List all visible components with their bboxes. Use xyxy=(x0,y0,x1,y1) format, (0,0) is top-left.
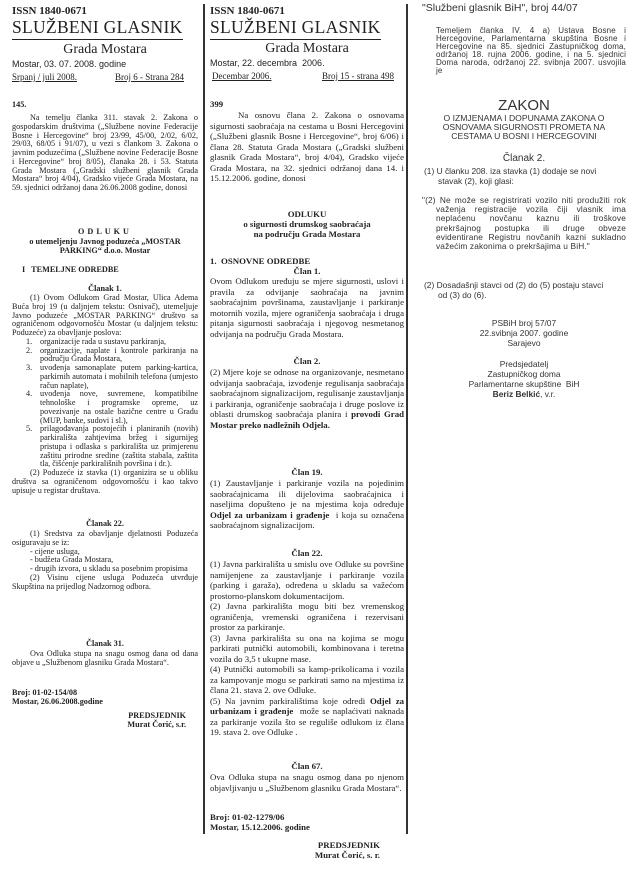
issue-number: Broj 15 - strana 498 xyxy=(322,71,394,81)
signature-name: Murat Čorić, s.r. xyxy=(127,720,186,729)
article-paragraph: Ovom Odlukom uređuju se mjere sigurnosti, uslovi i pravila za odvijanje saobraćaja na javnim saobraćajnim površinama, zaustavljanje i parkiranje motornih vozila, mjere ograničenja saobraćaja i druga pitanja sigurnosti saobraćaja i njegovog nesmetanog odvijanja na području Grada Mostara. xyxy=(210,276,404,339)
section-heading: I TEMELJNE ODREDBE xyxy=(22,265,119,274)
section-heading: 1. OSNOVNE ODREDBE xyxy=(210,256,311,266)
article-22 xyxy=(12,530,198,591)
article-1 xyxy=(12,294,198,495)
masthead: SLUŽBENI GLASNIK xyxy=(210,17,381,40)
act-number: 399 xyxy=(210,99,224,109)
article-paragraph: (2) Visinu cijene usluga Poduzeća utvrđuje Skupština na prijedlog Nadzornog odbora. xyxy=(12,572,198,591)
reference-place: Sarajevo xyxy=(507,338,541,348)
signature-role: Parlamentarne skupštine BiH xyxy=(468,379,580,389)
issue-line xyxy=(12,72,184,82)
article-heading: Član 2. xyxy=(293,356,321,366)
issn: ISSN 1840-0671 xyxy=(12,5,87,17)
list-item: - budžeta Grada Mostara, xyxy=(30,555,114,565)
reference-number: Broj: 01-02-154/08 xyxy=(12,688,78,697)
preamble: Na osnovu člana 2. Zakona o osnovama sigurnosti saobraćaja na cestama u Bosni Hercegovini („Službeni glasnik Bosne i Hercegovine“, broj 6/06) i člana 28. Statuta Grada Mostara („Gradski službeni glasnik Grada Mostara“, broj 4/04), Gradsko vijeće Grada Mostara, na 32. sjednici održanoj dana 14. i 15.12.2006. godine, donosi xyxy=(210,110,404,183)
article-paragraph: (1) U članku 208. iza stavka (1) dodaje se novi stavak (2), koji glasi: xyxy=(424,166,597,186)
preamble: Temeljem članka IV. 4 a) Ustava Bosne i Hercegovine, Parlamentarna skupština Bosne i Hercegovine na 85. sjednici Zastupničkog doma, održanoj 18. rujna 2006. godine, i na 5. sjednici Doma naroda, održanoj 22. svibnja 2007. usvojila je xyxy=(436,26,626,75)
article-paragraph: (1) Ovom Odlukom Grad Mostar, Ulica Adema Buća broj 19 (u daljnjem tekstu: Osnivač), utemeljuje Javno poduzeće „MOSTAR PARKING“ društvo sa ograničenom odgovornošću Mostar (u daljnjem tekstu: Poduzeće) za obavljanje poslova: xyxy=(12,293,198,337)
article-paragraph: (2) Mjere koje se odnose na organizovanje, nesmetano odvijanja saobraćaja, izvođenje regulisanja saobraćaja saobraćajnom signalizacijom, regulisanje zaustavljanja i parkiranja, ograničenje saobraćaja i druge poslove iz oblasti drumskog saobraćaja planira i provodi Grad Mostar preko nadležnih Odjela. xyxy=(210,367,404,430)
article-heading: Član 67. xyxy=(291,761,323,771)
issue-number: Broj 6 - Strana 284 xyxy=(115,72,184,82)
signature-block xyxy=(422,359,626,399)
issn: ISSN 1840-0671 xyxy=(210,5,285,17)
publication-date: Mostar, 03. 07. 2008. godine xyxy=(12,59,127,69)
masthead-city: Grada Mostara xyxy=(63,42,147,57)
act-number: 145. xyxy=(12,100,27,109)
column-divider xyxy=(203,4,205,834)
signature-name: Murat Čorić, s. r. xyxy=(314,850,380,860)
article-paragraph: Ova Odluka stupa na snagu osmog dana od dana objave u „Službenom glasniku Grada Mostara“. xyxy=(12,649,198,667)
reference-block xyxy=(422,318,626,348)
article-paragraph: (5) Na javnim parkiralištima koje odredi Odjel za urbanizam i građenje može se naplaćivati naknada za parkiranje vozila što se reguliše odlukom iz člana 19. stava 2. ove Odluke . xyxy=(210,695,407,737)
decision-subtitle: o sigurnosti drumskog saobraćaja xyxy=(243,219,371,229)
issue-month: Decembar 2006. xyxy=(212,71,272,81)
masthead-city: Grada Mostara xyxy=(265,41,349,56)
signature-title: PREDSJEDNIK xyxy=(317,840,380,850)
publication-date: Mostar, 22. decembra 2006. xyxy=(210,58,325,68)
decision-subtitle: na području Grada Mostara xyxy=(253,229,361,239)
reference-number: Broj: 01-02-1279/06 xyxy=(210,812,285,822)
article-paragraph: (2) Dosadašnji stavci od (2) do (5) postaju stavci od (3) do (6). xyxy=(424,280,604,300)
list-item: 1. organizacije rada u sustavu parkiranja, xyxy=(26,336,167,346)
article-paragraph: (2) Poduzeće iz stavka (1) organizira se u obliku društva sa ograničenom odgovornošću i kao takvo upisuje u registar društava. xyxy=(12,468,198,495)
law-title: ZAKON xyxy=(498,97,550,114)
list-item: 4. uvođenja nove, suvremene, kompatibilne tehnološke i programske opreme, uz povezivanje na ostale bazične centre u Gradu (MUP, banke, sudovi i sl.), xyxy=(26,389,198,425)
article-heading: Član 19. xyxy=(291,467,323,477)
list-item: - cijene usluga, xyxy=(30,546,80,556)
article-heading: Članak 31. xyxy=(86,639,124,648)
article-heading: Članak 22. xyxy=(86,519,124,528)
reference-date: 22.svibnja 2007. godine xyxy=(479,328,569,338)
masthead: SLUŽBENI GLASNIK xyxy=(12,17,183,40)
article-heading: Član 22. xyxy=(291,548,323,558)
signature-name: Beriz Belkić xyxy=(492,389,541,399)
issue-line xyxy=(210,71,404,81)
article-paragraph: Ova Odluka stupa na snagu osmog dana po njenom objavljivanju u „Službenom glasniku Grada Mostara“. xyxy=(210,772,404,793)
article-22 xyxy=(210,559,407,738)
signature-role: Zastupničkog doma xyxy=(487,369,561,379)
decision-title: ODLUKU xyxy=(287,209,327,219)
decision-title: ODLUKU xyxy=(78,227,132,236)
column-divider xyxy=(406,4,408,834)
reference-date: Mostar, 15.12.2006. godine xyxy=(210,822,310,832)
article-paragraph: (1) Sredstva za obavljanje djelatnosti Poduzeća osiguravaju se iz: xyxy=(12,529,198,547)
source-gazette: "Službeni glasnik BiH", broj 44/07 xyxy=(422,2,578,14)
article-heading: Članak 2. xyxy=(502,153,546,164)
list-item: 5. prilagođavanja postojećih i planiranih (novih) parkirališta zahtjevima bržeg i sigurnijeg pristupa i odlaska s parkirališta uz primjerenu zaštitu prirodne sredine (zaštita stabala, zaštita tla, čišćenje parkirališnih površina i dr.). xyxy=(26,424,198,469)
article-paragraph: (3) Javna parkirališta su ona na kojima se mogu parkirati putnički automobili, kombinovana i teretna vozila do 3,5 t ukupne mase. xyxy=(210,632,404,664)
article-paragraph: (4) Putnički automobili sa kamp-prikolicama i vozila za kampovanje mogu se parkirati samo na mjestima iz člana 21. stava 2. ove Odluke. xyxy=(210,664,404,695)
law-subtitle: O IZMJENAMA I DOPUNAMA ZAKONA O OSNOVAMA SIGURNOSTI PROMETA NA CESTAMA U BOSNI I HERCEGOVINI xyxy=(442,113,606,141)
signature-name-line: Beriz Belkić, v.r. xyxy=(492,389,556,399)
list-item: - drugih izvora, u skladu sa posebnim propisima xyxy=(30,564,188,573)
article-paragraph: (1) Zaustavljanje i parkiranje vozila na pojedinim saobraćajnicama ili dijelovima saobraćajnica i naseljima dopušteno je na mjestima koja određuje Odjel za urbanizam i građenje i koja su označena saobraćajnom signalizacijom. xyxy=(210,478,407,530)
task-list xyxy=(12,338,198,469)
article-paragraph: (2) Javna parkirališta mogu biti bez vremenskog ograničenja, vremenski ograničena i rezervisani prostor za parkiranje. xyxy=(210,601,404,632)
quoted-paragraph: "(2) Ne može se registrirati vozilo niti produžiti rok važenja registracije vozila čiji vlasnik ima neplaćenu novčanu kaznu ili troškove prekršajnog postupka ili druge obveze evidentirane Registru novčanih kazni sukladno važećim zakonima o prekršajima u BiH." xyxy=(422,195,626,252)
signature-title: PREDSJEDNIK xyxy=(128,711,186,720)
decision-subtitle: o utemeljenju Javnog poduzeća „MOSTAR PARKING“ d.o.o. Mostar xyxy=(29,237,181,255)
article-heading: Član 1. xyxy=(293,266,321,276)
article-paragraph: (1) Javna parkirališta u smislu ove Odluke su površine namijenjene za zaustavljanje i parkiranje vozila (parking i garaža), određena u skladu sa važećom prostorno-planskom dokumentacijom. xyxy=(210,559,404,601)
reference-date: Mostar, 26.06.2008.godine xyxy=(12,697,103,706)
list-item: 3. uvođenja samonaplate putem parking-kartica, parkirnih automata i mobilnih telefona (umjesto račun naplate), xyxy=(26,363,198,390)
preamble: Na temelju članka 311. stavak 2. Zakona o gospodarskim društvima („Službene novine Federacije Bosne i Hercegovine“ broj 23/99, 45/00, 2/02, 6/02, 29/03, 68/05 i 91/07), u vezi s člankom 3. Zakona o javnim poduzećima („Službene novine Federacije Bosne i Hercegovine“ broj 8/05), članaka 28. i 53. Statuta Grada Mostara („Gradski službeni glasnik Grada Mostara“ broj 4/04), Gradsko vijeće Grada Mostara, na 59. sjednici održanoj dana 26.06.2008 godine, donosi xyxy=(12,113,198,192)
list-item: 2. organizacije, naplate i kontrole parkiranja na području Grada Mostara, xyxy=(26,345,198,364)
signature-role: Predsjedatelj xyxy=(499,359,549,369)
issue-month: Srpanj / juli 2008. xyxy=(12,72,77,82)
reference-number: PSBiH broj 57/07 xyxy=(491,318,557,328)
article-heading: Članak 1. xyxy=(88,284,122,293)
